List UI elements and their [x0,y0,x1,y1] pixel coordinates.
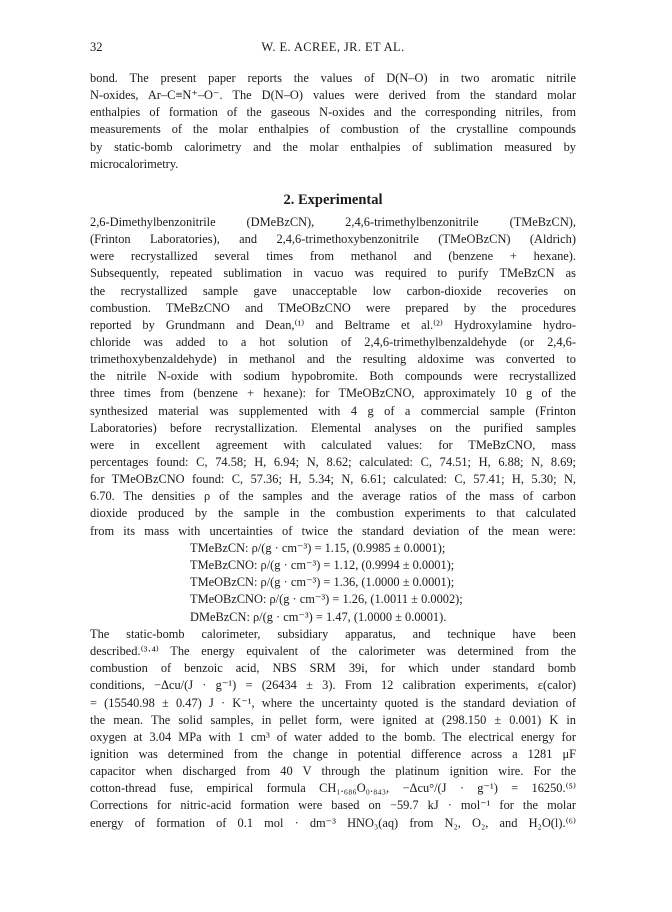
text-line: percentages found: C, 74.58; H, 6.94; N, 8.62; calculated: C, 74.51; H, 6.88; N, 8.69; [90,454,576,469]
experimental-paragraph [90,214,576,540]
density-item: TMeBzCNO: ρ/(g · cm⁻³) = 1.12, (0.9994 ± 0.0001); [190,558,455,573]
text-line: by static-bomb calorimetry and the molar enthalpies of sublimation measured by [90,139,576,154]
text-line: trimethoxybenzaldehyde) in methanol and the resulting aldoxime was converted to [90,352,576,367]
running-head [90,40,576,58]
text-line: ignition was determined from the change in potential difference across a 1281 μF [90,746,576,761]
running-title: W. E. ACREE, JR. ET AL. [261,40,405,54]
text-line: enthalpies of formation of the gaseous N-oxides and the corresponding nitriles, from [90,105,576,120]
text-line: = (15540.98 ± 0.47) J · K⁻¹, where the uncertainty quoted is the standard deviation of [90,695,576,710]
page-number: 32 [90,40,103,54]
text-line: oxygen at 3.04 MPa with 1 cm³ of water added to the bomb. The electrical energy for [90,729,576,744]
text-line: combustion of benzoic acid, NBS SRM 39i, for which under standard bomb [90,661,576,676]
text-line: microcalorimetry. [90,156,179,171]
text-line: capacitor when discharged from 40 V through the platinum ignition wire. For the [90,764,576,779]
text-line: the nitrile N-oxide with sodium hypobromite. Both compounds were recrystallized [90,369,576,384]
text-line: 2,6-Dimethylbenzonitrile (DMeBzCN), 2,4,6-trimethylbenzonitrile (TMeBzCN), [90,215,576,229]
density-list [190,540,463,626]
text-line: dioxide produced by the sample in the combustion experiments to that calculated [90,506,576,521]
text-line: bond. The present paper reports the values of D(N–O) in two aromatic nitrile [90,71,576,85]
text-line: synthesized material was supplemented with 4 g of a commercial sample (Frinton [90,403,576,418]
calorimetry-paragraph [90,626,576,832]
text-line: reported by Grundmann and Dean,⁽¹⁾ and Beltrame et al.⁽²⁾ Hydroxylamine hydro- [90,317,576,332]
text-line: for TMeOBzCNO found: C, 57.36; H, 5.34; N, 6.61; calculated: C, 57.41; H, 5.30; N, [90,472,576,487]
density-item: TMeOBzCNO: ρ/(g · cm⁻³) = 1.26, (1.0011 ± 0.0002); [190,592,463,607]
text-line: from its mass with uncertainties of twice the standard deviation of the mean were: [90,523,576,538]
text-line: N-oxides, Ar–C≡N⁺–O⁻. The D(N–O) values were derived from the standard molar [90,88,576,103]
section-heading: 2. Experimental [283,192,383,208]
text-line: described.⁽³·⁴⁾ The energy equivalent of the calorimeter was determined from the [90,644,576,659]
text-line: Subsequently, repeated sublimation in vacuo was required to purify TMeBzCN as [90,266,576,281]
text-line: were in excellent agreement with calculated values: for TMeBzCNO, mass [90,437,576,452]
text-line: the recrystallized sample gave unacceptable low carbon-dioxide recoveries on [90,283,576,298]
text-line: measurements of the molar enthalpies of combustion of the crystalline compounds [90,122,576,137]
text-line: Laboratories) before recrystallization. Elemental analyses on the purified samples [90,420,576,435]
text-line: three times from (benzene + hexane): for TMeOBzCNO, approximately 10 g of the [90,386,576,401]
text-line: (Frinton Laboratories), and 2,4,6-trimethoxybenzonitrile (TMeOBzCN) (Aldrich) [90,232,576,247]
text-line: The static-bomb calorimeter, subsidiary apparatus, and technique have been [90,627,576,641]
text-line: 6.70. The densities ρ of the samples and the average ratios of the mass of carbon [90,489,576,504]
text-line: Corrections for nitric-acid formation were based on −59.7 kJ · mol⁻¹ for the molar [90,798,576,813]
density-item: TMeOBzCN: ρ/(g · cm⁻³) = 1.36, (1.0000 ± 0.0001); [190,575,455,590]
text-line: chloride was added to a hot solution of 2,4,6-trimethylbenzaldehyde (or 2,4,6- [90,334,576,349]
text-line: cotton-thread fuse, empirical formula CH₁.₆₈₆O₀.₈₄₃, −Δcu°/(J · g⁻¹) = 16250.⁽⁵⁾ [90,781,576,796]
text-line: the mean. The solid samples, in pellet form, were ignited at (298.150 ± 0.001) K in [90,712,576,727]
density-item: DMeBzCN: ρ/(g · cm⁻³) = 1.47, (1.0000 ± 0.0001). [190,609,447,624]
text-line: combustion. TMeBzCNO and TMeOBzCNO were prepared by the procedures [90,300,576,315]
density-item: TMeBzCN: ρ/(g · cm⁻³) = 1.15, (0.9985 ± 0.0001); [190,541,446,555]
text-line: conditions, −Δcu/(J · g⁻¹) = (26434 ± 3). From 12 calibration experiments, ε(calor) [90,678,576,693]
text-line: energy of formation of 0.1 mol · dm⁻³ HNO₃(aq) from N₂, O₂, and H₂O(l).⁽⁶⁾ [90,815,576,830]
intro-paragraph [90,70,576,173]
text-line: were recrystallized several times from methanol and (benzene + hexane). [90,249,576,264]
